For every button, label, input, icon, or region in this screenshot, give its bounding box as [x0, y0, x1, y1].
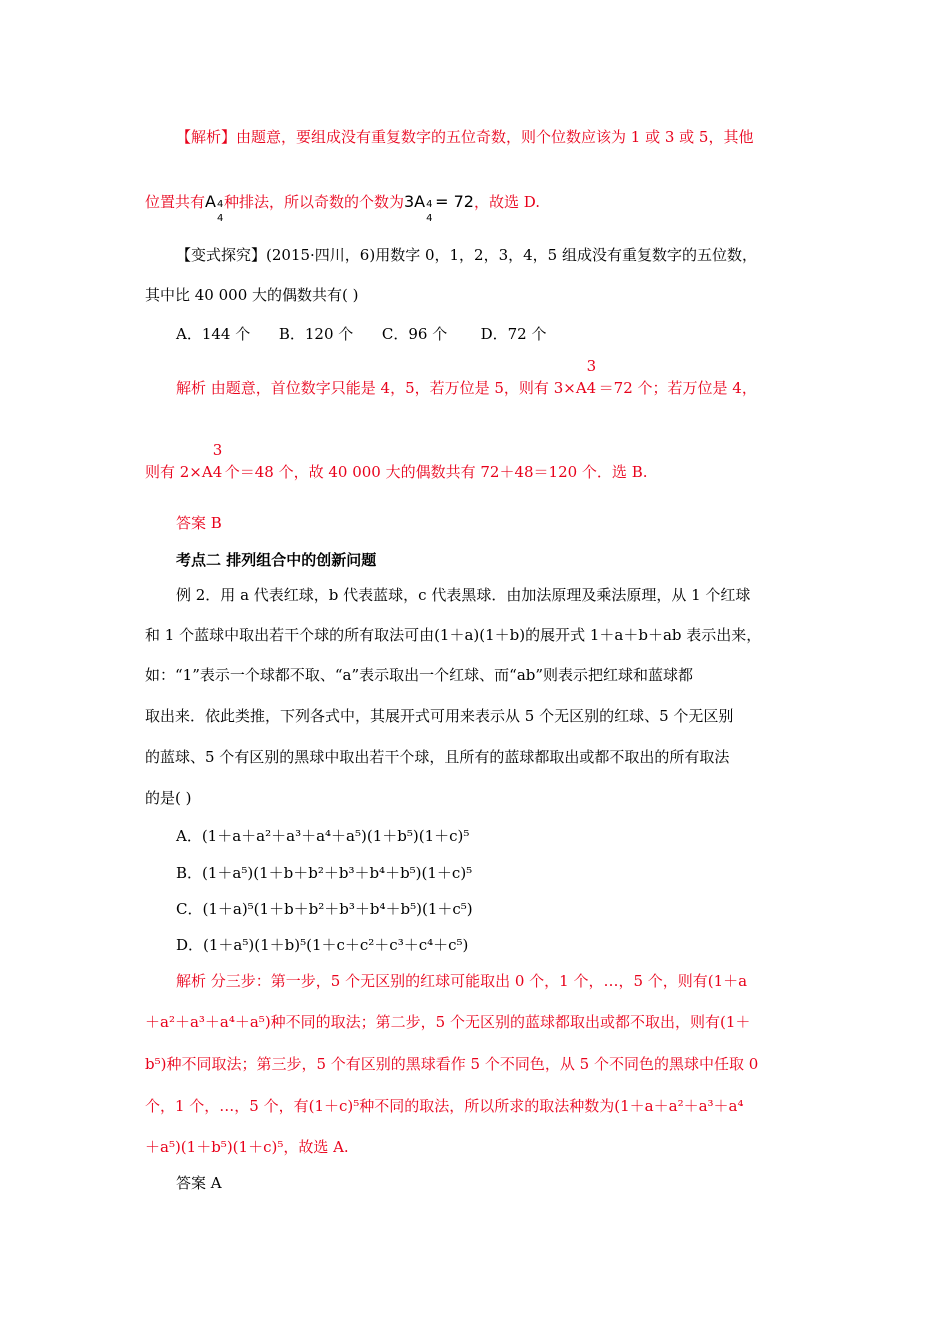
- variant-solution-2: 则有 2×A 3 4 个＝48 个，故 40 000 大的偶数共有 72＋48＝120 个．选 B.: [145, 441, 648, 481]
- example-line-3: 如：“1”表示一个球都不取、“a”表示取出一个红球、而“ab”则表示把红球和蓝球都: [145, 666, 694, 684]
- example-solution-3: b⁵)种不同取法；第三步，5 个有区别的黑球看作 5 个不同色，从 5 个不同色的黑球中任取 0: [145, 1055, 759, 1073]
- option-c: C．(1＋a)⁵(1＋b＋b²＋b³＋b⁴＋b⁵)(1＋c⁵): [176, 900, 473, 918]
- variant-line-2: 其中比 40 000 大的偶数共有( ): [145, 286, 359, 304]
- solution-text-c: ，故选 D.: [473, 193, 540, 211]
- option-b: B．(1＋a⁵)(1＋b＋b²＋b³＋b⁴＋b⁵)(1＋c)⁵: [176, 864, 473, 882]
- solution-line-1: 【解析】由题意，要组成没有重复数字的五位奇数，则个位数应该为 1 或 3 或 5，其他: [176, 128, 754, 146]
- count-formula: 3A 4 4 = 72: [403, 192, 474, 224]
- variant-solution-1: 解析 由题意，首位数字只能是 4，5，若万位是 5，则有 3×A 3 4 ＝72 个；若万位是 4，: [176, 357, 757, 397]
- example-line-1: 例 2．用 a 代表红球，b 代表蓝球，c 代表黑球．由加法原理及乘法原理，从 1 个红球: [176, 586, 751, 604]
- example-solution-4: 个，1 个，…，5 个，有(1＋c)⁵种不同的取法，所以所求的取法种数为(1＋a＋a²＋a³＋a⁴: [145, 1097, 744, 1115]
- example-line-2: 和 1 个蓝球中取出若干个球的所有取法可由(1＋a)(1＋b)的展开式 1＋a＋b＋ab 表示出来，: [145, 626, 762, 644]
- permutation-formula: A 4 4: [205, 192, 224, 224]
- example-solution-1: 解析 分三步：第一步，5 个无区别的红球可能取出 0 个，1 个，…，5 个，则有(1＋a: [176, 972, 748, 990]
- variant-answer: 答案 B: [176, 514, 222, 532]
- example-line-4: 取出来．依此类推，下列各式中，其展开式可用来表示从 5 个无区别的红球、5 个无区别: [145, 707, 734, 725]
- perm-A43: 3 4: [586, 357, 597, 397]
- perm-A43-2: 3 4: [212, 441, 223, 481]
- example-solution-2: ＋a²＋a³＋a⁴＋a⁵)种不同的取法；第二步，5 个无区别的蓝球都取出或都不取出，则有(1＋: [145, 1013, 751, 1031]
- option-d: D．(1＋a⁵)(1＋b)⁵(1＋c＋c²＋c³＋c⁴＋c⁵): [176, 936, 469, 954]
- example-line-6: 的是( ): [145, 789, 192, 807]
- solution-text-a: 位置共有: [145, 193, 206, 211]
- variant-line-1: 【变式探究】(2015·四川，6)用数字 0，1，2，3，4，5 组成没有重复数字的五位数，: [176, 246, 757, 264]
- solution-text-b: 种排法，所以奇数的个数为: [223, 193, 404, 211]
- variant-options: A．144 个 B．120 个 C．96 个 D．72 个: [176, 325, 547, 343]
- section-title: 考点二 排列组合中的创新问题: [176, 551, 377, 569]
- example-line-5: 的蓝球、5 个有区别的黑球中取出若干个球，且所有的蓝球都取出或都不取出的所有取法: [145, 748, 730, 766]
- example-answer: 答案 A: [176, 1174, 222, 1192]
- example-solution-5: ＋a⁵)(1＋b⁵)(1＋c)⁵，故选 A.: [145, 1138, 349, 1156]
- option-a: A．(1＋a＋a²＋a³＋a⁴＋a⁵)(1＋b⁵)(1＋c)⁵: [176, 827, 470, 845]
- solution-line-2: [145, 192, 540, 224]
